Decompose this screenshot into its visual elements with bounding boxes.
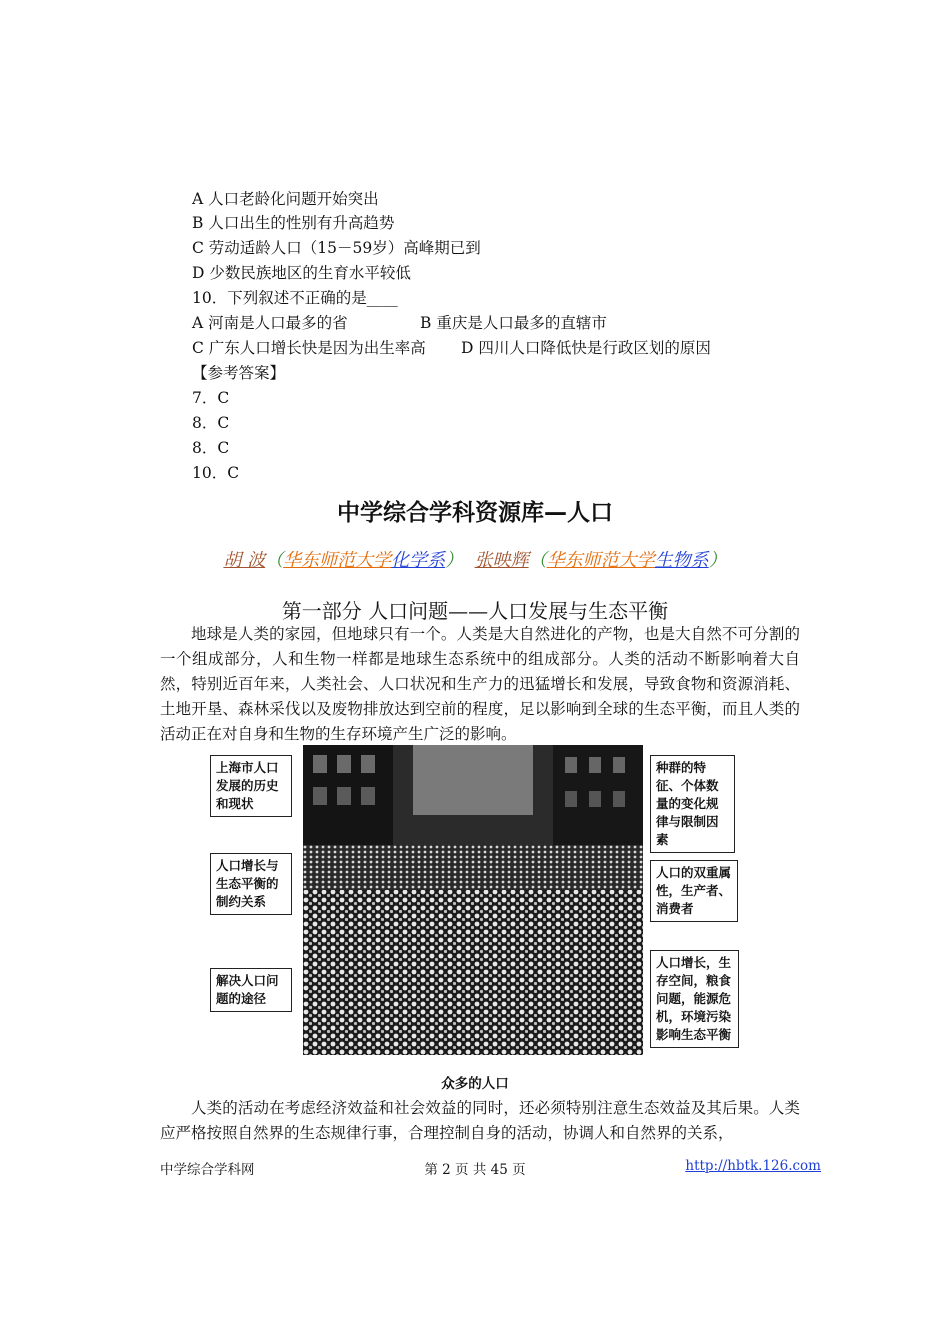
question-10-stem: 10．下列叙述不正确的是 [192, 289, 367, 307]
footer-link-container [685, 1158, 821, 1174]
callout-solutions: 解决人口问题的途径 [210, 968, 292, 1012]
paragraph-1: 地球是人类的家园，但地球只有一个。人类是大自然进化的产物，也是大自然不可分割的一个组成部分，人和生物一样都是地球生态系统中的组成部分。人类的活动不断影响着大自然，特别近百年来，人类社会、人口状况和生产力的迅猛增长和发展，导致食物和资源消耗、土地开垦、森林采伐以及废物排放达到空前的程度，足以影响到全球的生态平衡，而且人类的活动正在对自身和生物的生存环境产生广泛的影响。 [160, 625, 800, 743]
q10-option-b: B 重庆是人口最多的直辖市 [420, 314, 607, 332]
footer-site-name: 中学综合学科网 [160, 1162, 255, 1178]
university-link-2[interactable]: 华东师范大学 [546, 550, 655, 571]
document-title: 中学综合学科资源库—人口 [337, 500, 613, 526]
paren-close-2: ） [708, 550, 727, 571]
callout-dual-attributes: 人口的双重属性，生产者、消费者 [650, 860, 738, 922]
option-c: C 劳动适龄人口（15－59岁）高峰期已到 [192, 239, 481, 257]
department-chemistry-link[interactable]: 化学系 [391, 550, 446, 571]
author-hu-bo-link[interactable]: 胡 波 [223, 550, 266, 571]
callout-growth-ecology: 人口增长与生态平衡的制约关系 [210, 853, 292, 915]
callout-population-traits: 种群的特征、个体数量的变化规律与限制因素 [650, 755, 735, 853]
answer-8b: 8．C [192, 439, 230, 457]
university-link-1[interactable]: 华东师范大学 [283, 550, 392, 571]
department-biology-link[interactable]: 生物系 [654, 550, 709, 571]
option-d: D 少数民族地区的生育水平较低 [192, 264, 411, 282]
crowd-photo-illustration [303, 745, 643, 1055]
question-10 [192, 288, 398, 308]
answer-10: 10．C [192, 464, 240, 482]
answer-7: 7．C [192, 389, 230, 407]
paren-close: ） [445, 550, 464, 571]
figure-caption: 众多的人口 [441, 1076, 509, 1092]
callout-shanghai-population: 上海市人口发展的历史和现状 [210, 755, 292, 817]
answer-8: 8．C [192, 414, 230, 432]
paren-open: （ [265, 550, 284, 571]
authors-line [0, 546, 950, 572]
footer-page-number: 第 2 页 共 45 页 [424, 1162, 526, 1178]
option-b: B 人口出生的性别有升高趋势 [192, 214, 395, 232]
q10-option-c: C 广东人口增长快是因为出生率高 [192, 339, 426, 357]
answers-heading: 【参考答案】 [192, 364, 286, 382]
q10-option-a: A 河南是人口最多的省 [192, 314, 348, 332]
answer-blank: ____ [366, 289, 398, 307]
crowd-photo [303, 745, 643, 1055]
paren-open-2: （ [528, 550, 547, 571]
q10-option-d: D 四川人口降低快是行政区划的原因 [461, 339, 711, 357]
author-zhang-yinghui-link[interactable]: 张映辉 [474, 550, 529, 571]
callout-ecological-impact: 人口增长，生存空间，粮食问题，能源危机，环境污染影响生态平衡 [650, 950, 739, 1048]
paragraph-2: 人类的活动在考虑经济效益和社会效益的同时，还必须特别注意生态效益及其后果。人类应严格按照自然界的生态规律行事，合理控制自身的活动，协调人和自然界的关系， [160, 1099, 800, 1142]
footer-site-link[interactable]: http://hbtk.126.com [685, 1158, 821, 1174]
section-heading: 第一部分 人口问题——人口发展与生态平衡 [281, 599, 669, 623]
option-a: A 人口老龄化问题开始突出 [192, 190, 379, 208]
